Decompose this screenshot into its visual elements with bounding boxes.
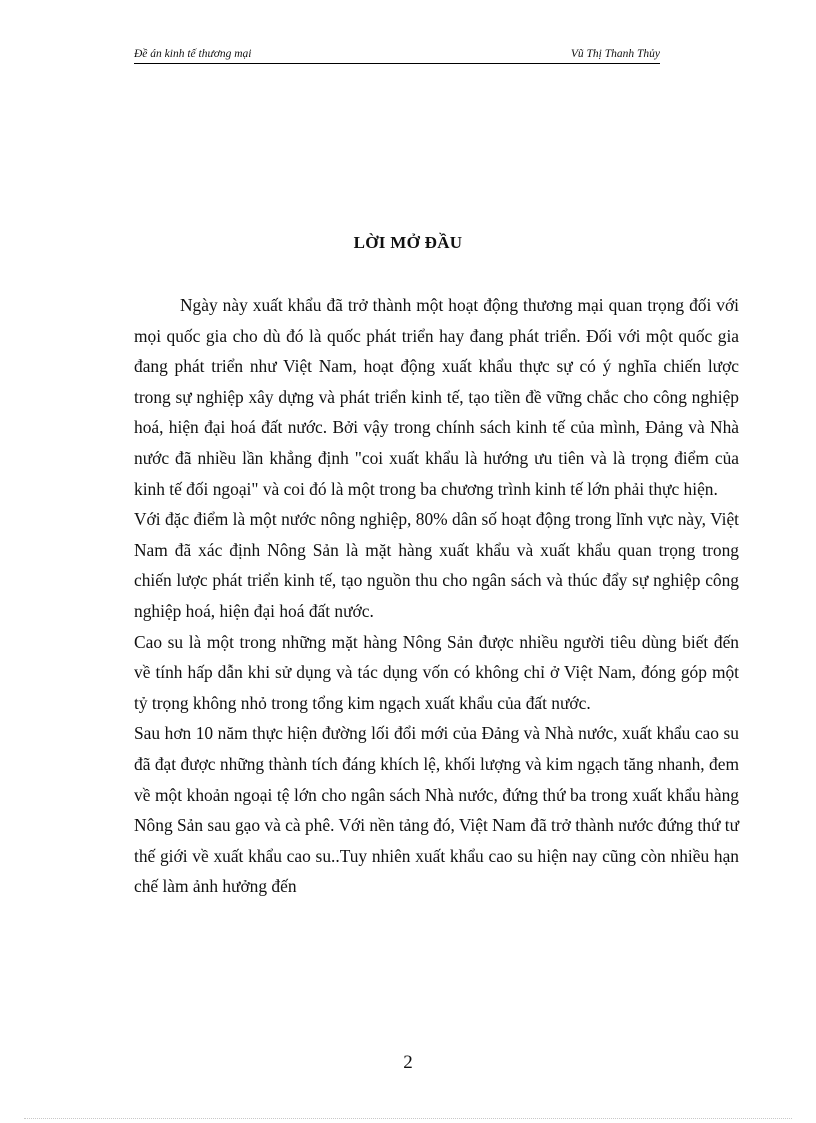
paragraph-1: Ngày này xuất khẩu đã trở thành một hoạt động thương mại quan trọng đối với mọi quốc gia cho dù đó là quốc phát triển hay đang phát triển. Đối với một quốc gia đang phát triển như Việt Nam, hoạt động xuất khẩu thực sự có ý nghĩa chiến lược trong sự nghiệp xây dựng và phát triển kinh tế, tạo tiền đề vững chắc cho công nghiệp hoá, hiện đại hoá đất nước. Bởi vậy trong chính sách kinh tế của mình, Đảng và Nhà nước đã nhiều lần khẳng định "coi xuất khẩu là hướng ưu tiên và là trọng điểm của kinh tế đối ngoại" và coi đó là một trong ba chương trình kinh tế lớn phải thực hiện. <box>134 295 739 499</box>
paragraph-2: Với đặc điểm là một nước nông nghiệp, 80% dân số hoạt động trong lĩnh vực này, Việt Nam đã xác định Nông Sản là mặt hàng xuất khẩu và xuất khẩu quan trọng trong chiến lược phát triển kinh tế, tạo nguồn thu cho ngân sách và thúc đẩy sự nghiệp công nghiệp hoá, hiện đại hoá đất nước. <box>134 509 739 621</box>
paragraph-4: Sau hơn 10 năm thực hiện đường lối đổi mới của Đảng và Nhà nước, xuất khẩu cao su đã đạt được những thành tích đáng khích lệ, khối lượng và kim ngạch tăng nhanh, đem về một khoản ngoại tệ lớn cho ngân sách Nhà nước, đứng thứ ba trong xuất khẩu hàng Nông Sản sau gạo và cà phê. Với nền tảng đó, Việt Nam đã trở thành nước đứng thứ tư thế giới về xuất khẩu cao su..Tuy nhiên xuất khẩu cao su hiện nay cũng còn nhiều hạn chế làm ảnh hưởng đến <box>134 723 740 897</box>
section-title: LỜI MỞ ĐẦU <box>353 233 463 252</box>
document-body <box>134 290 739 902</box>
page-header <box>134 46 660 64</box>
page-number: 2 <box>403 1052 413 1073</box>
paragraph-3: Cao su là một trong những mặt hàng Nông Sản được nhiều người tiêu dùng biết đến về tính hấp dẫn khi sử dụng và tác dụng vốn có không chỉ ở Việt Nam, đóng góp một tỷ trọng không nhỏ trong tổng kim ngạch xuất khẩu của đất nước. <box>134 631 739 713</box>
header-author: Vũ Thị Thanh Thủy <box>570 48 660 60</box>
page-bottom-divider <box>24 1118 792 1119</box>
header-document-title: Đề án kinh tế thương mại <box>134 48 252 60</box>
